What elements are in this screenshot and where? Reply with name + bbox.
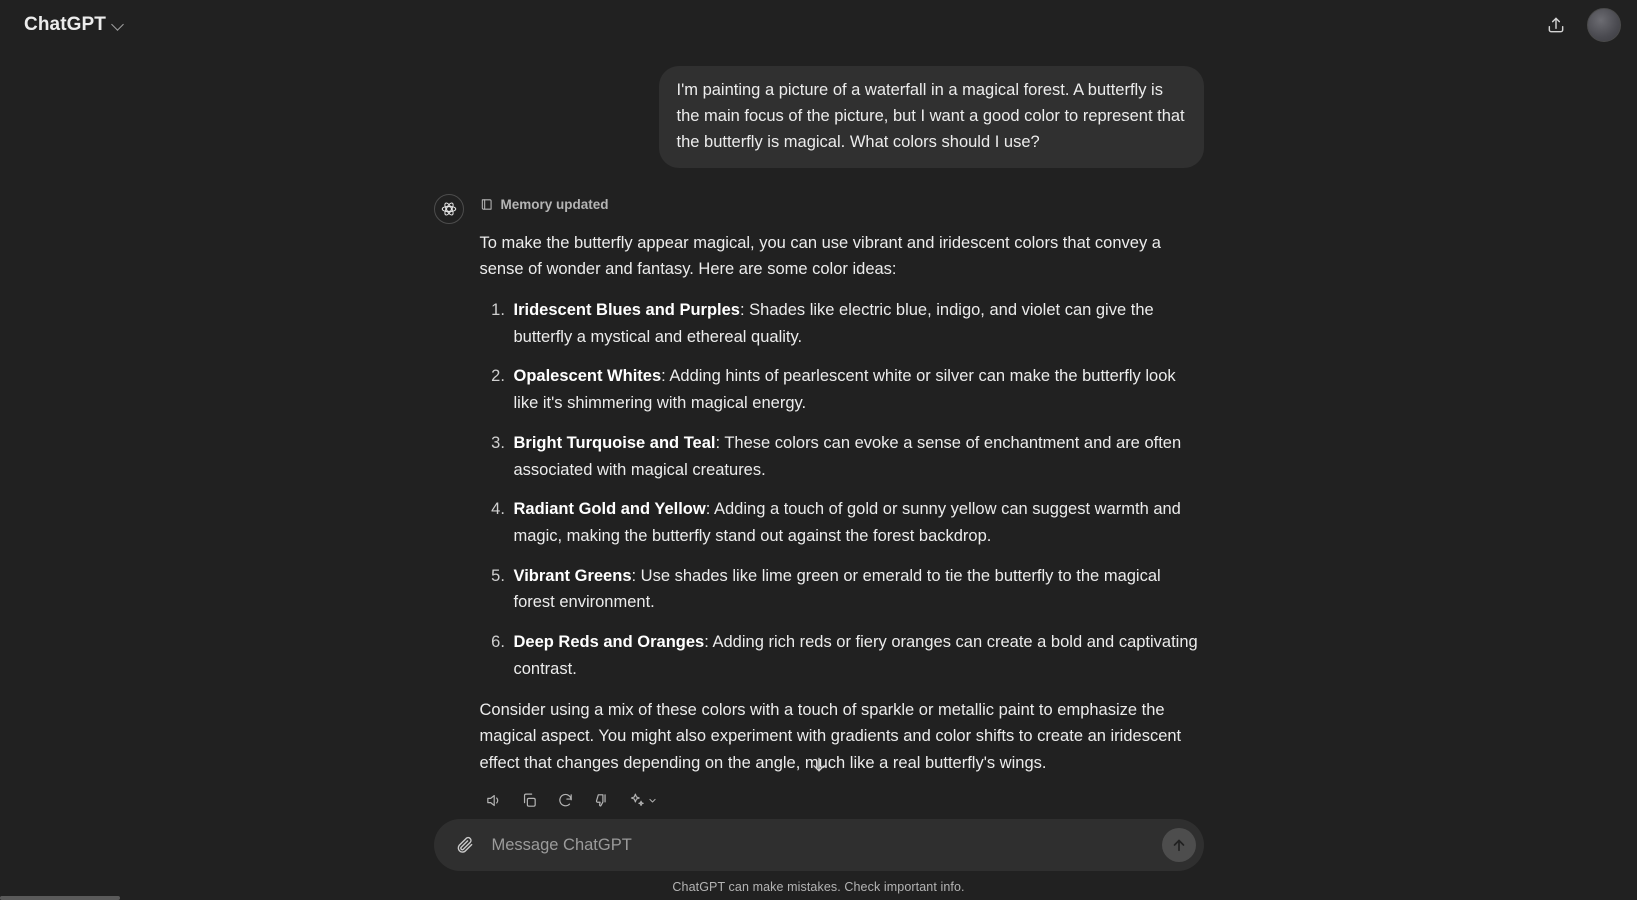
paperclip-icon bbox=[455, 835, 475, 855]
regenerate-icon bbox=[557, 792, 574, 809]
list-item-title: Radiant Gold and Yellow bbox=[513, 500, 706, 519]
arrow-up-send-icon bbox=[1170, 836, 1188, 854]
list-item-text: : Adding a touch of gold or sunny yellow can suggest warmth and magic, making the butterfly stand out against the forest backdrop. bbox=[513, 500, 1181, 545]
chevron-down-icon bbox=[113, 19, 125, 31]
list-item bbox=[510, 430, 1204, 483]
composer-area bbox=[0, 819, 1637, 900]
message-composer[interactable] bbox=[434, 819, 1204, 871]
top-bar-right-group bbox=[1539, 8, 1621, 42]
avatar[interactable] bbox=[1587, 8, 1621, 42]
share-button[interactable] bbox=[1539, 8, 1573, 42]
list-item-title: Opalescent Whites bbox=[513, 367, 662, 386]
list-item-text: : Adding rich reds or fiery oranges can create a bold and captivating contrast. bbox=[513, 633, 1198, 678]
list-item bbox=[510, 297, 1204, 350]
disclaimer-text: ChatGPT can make mistakes. Check important info. bbox=[672, 880, 965, 894]
read-aloud-button[interactable] bbox=[480, 787, 508, 815]
list-item-text: : Use shades like lime green or emerald to tie the butterfly to the magical forest environment. bbox=[513, 566, 1161, 612]
list-item-title: Deep Reds and Oranges bbox=[513, 633, 705, 652]
list-item bbox=[510, 629, 1204, 682]
memory-updated-badge bbox=[480, 194, 1204, 216]
chevron-down-icon bbox=[648, 796, 657, 805]
assistant-intro-paragraph: To make the butterfly appear magical, you can use vibrant and iridescent colors that convey a sense of wonder and fantasy. Here are some color ideas: bbox=[479, 233, 1161, 279]
send-button[interactable] bbox=[1162, 828, 1196, 862]
app-title: ChatGPT bbox=[24, 14, 106, 35]
conversation-area bbox=[0, 50, 1637, 900]
openai-logo-icon bbox=[440, 200, 458, 218]
user-message-row bbox=[434, 66, 1204, 168]
memory-book-icon bbox=[480, 197, 494, 212]
assistant-avatar bbox=[434, 194, 464, 224]
list-item-text: : These colors can evoke a sense of enchantment and are often associated with magical creatures. bbox=[513, 433, 1182, 479]
color-ideas-list bbox=[480, 297, 1204, 683]
user-message-bubble: I'm painting a picture of a waterfall in a magical forest. A butterfly is the main focus of the picture, but I want a good color to represent that the butterfly is magical. What colors should I use? bbox=[659, 66, 1204, 168]
model-switch-button[interactable] bbox=[624, 787, 662, 815]
list-item bbox=[510, 563, 1204, 616]
list-item bbox=[510, 363, 1204, 416]
assistant-message-row bbox=[434, 192, 1204, 815]
model-switch-sparkle-icon bbox=[629, 792, 646, 809]
read-aloud-icon bbox=[485, 792, 502, 809]
model-selector-button[interactable] bbox=[16, 10, 133, 40]
memory-updated-label: Memory updated bbox=[500, 196, 609, 212]
list-item-text: : Adding hints of pearlescent white or silver can make the butterfly look like it's shimmering with magical energy. bbox=[513, 367, 1176, 413]
list-item-title: Iridescent Blues and Purples bbox=[513, 300, 740, 319]
search-input[interactable] bbox=[482, 836, 1162, 855]
regenerate-button[interactable] bbox=[552, 787, 580, 815]
top-bar bbox=[0, 0, 1637, 50]
thumbs-down-button[interactable] bbox=[588, 787, 616, 815]
scroll-to-bottom-button[interactable] bbox=[804, 750, 834, 780]
message-actions bbox=[480, 787, 1204, 815]
list-item bbox=[510, 496, 1204, 549]
list-item-title: Vibrant Greens bbox=[513, 566, 632, 585]
attach-file-button[interactable] bbox=[448, 828, 482, 862]
arrow-down-icon bbox=[809, 755, 829, 775]
share-upload-icon bbox=[1546, 15, 1566, 35]
copy-button[interactable] bbox=[516, 787, 544, 815]
assistant-outro-paragraph: Consider using a mix of these colors with a touch of sparkle or metallic paint to emphasize the magical aspect. You might also experiment with gradients and color shifts to create an iridescent effect that changes depending on the angle, much like a real butterfly's wings. bbox=[479, 700, 1182, 773]
assistant-message-body bbox=[480, 192, 1204, 815]
list-item-text: : Shades like electric blue, indigo, and violet can give the butterfly a mystical and ethereal quality. bbox=[513, 300, 1154, 346]
message-thread bbox=[434, 50, 1204, 815]
horizontal-scrollbar[interactable] bbox=[0, 896, 120, 900]
thumbs-down-icon bbox=[593, 792, 610, 809]
copy-icon bbox=[521, 792, 538, 809]
list-item-title: Bright Turquoise and Teal bbox=[513, 433, 716, 452]
